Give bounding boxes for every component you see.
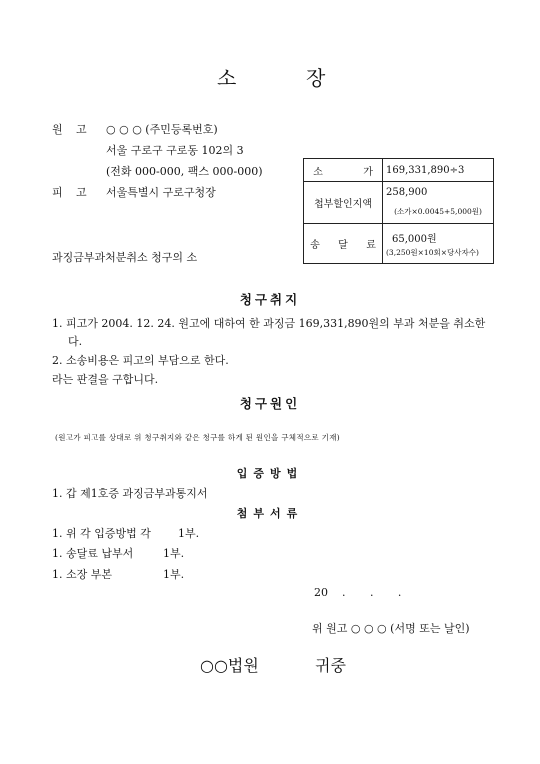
attachment-item-2-count: 1부. (163, 547, 185, 560)
fee-label-stamp: 첩부할인지액 (304, 182, 383, 224)
claim-cause-note: (원고가 피고를 상대로 위 청구취지와 같은 청구를 하게 된 원인을 구체적으로 기재) (55, 433, 340, 442)
claim-purpose-heading: 청구취지 (239, 292, 301, 307)
fee-label-value-a: 소 (313, 166, 323, 178)
stamp-formula: (소가×0.0045+5,000원) (394, 206, 482, 216)
fee-row-delivery (304, 224, 494, 264)
plaintiff-label-a: 원 (52, 123, 63, 136)
attachments-heading: 첨부서류 (236, 507, 304, 520)
claim-purpose-item-1: 1. 피고가 2004. 12. 24. 원고에 대하여 한 과징금 169,331,890원의 부과 처분을 취소한 (52, 317, 486, 330)
document-title: 소 (217, 66, 237, 90)
attachment-item-3-name: 1. 소장 부본 (52, 568, 112, 581)
attachment-item-1-name: 1. 위 각 입증방법 각 (52, 527, 151, 540)
fee-label-delivery-c: 료 (366, 240, 376, 251)
delivery-formula: (3,250원×10회×당사자수) (386, 247, 479, 257)
claim-cause-heading: 청구원인 (239, 396, 301, 411)
plaintiff-contact: (전화 000-000, 팩스 000-000) (106, 165, 263, 178)
evidence-heading: 입증방법 (236, 467, 304, 480)
delivery-amount: 65,000원 (392, 233, 437, 245)
attachment-item-2-name: 1. 송달료 납부서 (52, 547, 134, 560)
evidence-item-1: 1. 갑 제1호증 과징금부과통지서 (52, 487, 208, 500)
fee-label-delivery-a: 송 (310, 240, 320, 251)
date-line: 20 . . . (314, 586, 402, 599)
fee-row-value (304, 159, 494, 182)
attachment-item-3-count: 1부. (163, 568, 185, 581)
fee-label-delivery (304, 224, 383, 264)
plaintiff-address: 서울 구로구 구로동 102의 3 (106, 144, 244, 157)
defendant-label-a: 피 (52, 186, 63, 199)
claim-purpose-item-1-cont: 다. (68, 335, 83, 348)
defendant-label-b: 고 (76, 186, 87, 199)
signature-line: 위 원고 ○ ○ ○ (서명 또는 날인) (312, 622, 470, 635)
document-title-2: 장 (306, 66, 326, 90)
court-name: ○○법원 (200, 656, 259, 675)
claim-purpose-item-2: 2. 소송비용은 피고의 부담으로 한다. (52, 354, 229, 367)
plaintiff-name: ○ ○ ○ (주민등록번호) (106, 123, 218, 136)
fee-row-stamp (304, 182, 494, 224)
case-name: 과징금부과처분취소 청구의 소 (52, 251, 198, 264)
court-suffix: 귀중 (315, 656, 346, 675)
fee-label-delivery-b: 달 (338, 240, 348, 251)
fee-value-stamp (383, 182, 494, 224)
fee-table (303, 158, 494, 264)
plaintiff-label-b: 고 (76, 123, 87, 136)
stamp-amount: 258,900 (386, 186, 428, 198)
claim-purpose-closing: 라는 판결을 구합니다. (52, 373, 159, 386)
attachment-item-1-count: 1부. (178, 527, 200, 540)
fee-value-delivery (383, 224, 494, 264)
fee-label-value (304, 159, 383, 182)
defendant-name: 서울특별시 구로구청장 (106, 186, 216, 199)
fee-label-value-b: 가 (363, 166, 373, 178)
fee-value-claim: 169,331,890÷3 (383, 159, 494, 182)
